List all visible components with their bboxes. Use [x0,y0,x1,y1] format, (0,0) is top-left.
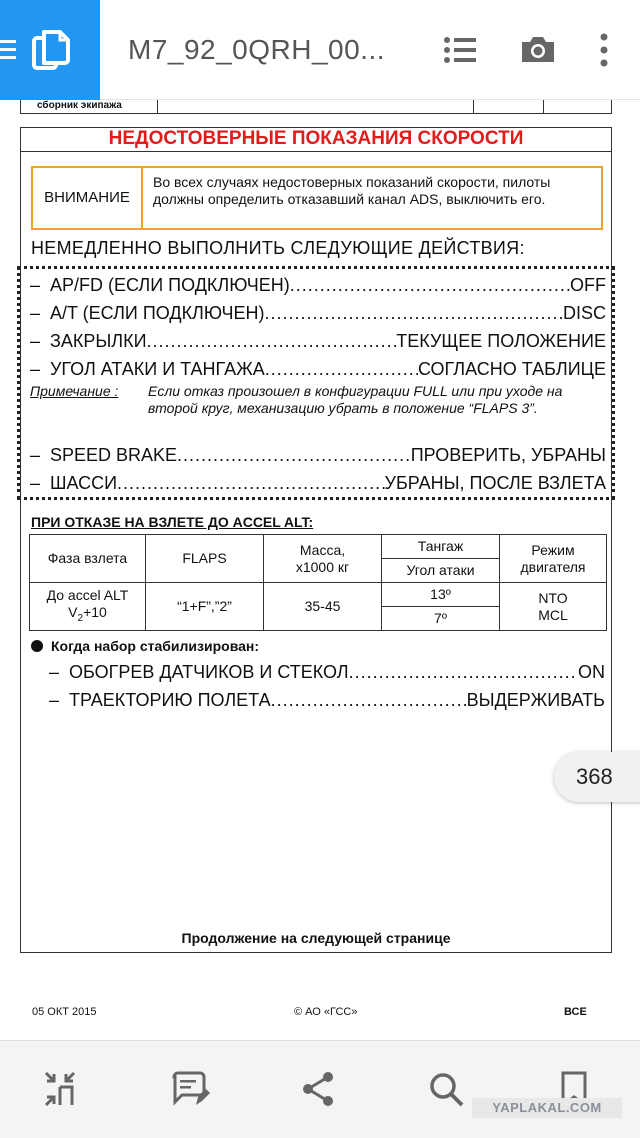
leader-dots [290,273,570,297]
continued-note: Продолжение на следующей странице [181,930,451,946]
th-aoa: Угол атаки [382,559,500,583]
takeoff-table [29,534,607,631]
action-row: – SPEED BRAKE ..... ПРОВЕРИТЬ, УБРАНЫ [30,443,606,467]
divider [157,100,158,114]
more-vert-icon[interactable] [582,28,626,72]
leader-dots [349,660,578,684]
leader-dots [264,301,563,325]
menu-button[interactable] [0,0,100,100]
th-flaps: FLAPS [146,535,264,583]
action-label: A/T (ЕСЛИ ПОДКЛЮЧЕН) [50,303,265,323]
cell-pitch: 13º [382,583,500,607]
list-icon[interactable] [438,28,482,72]
camera-icon[interactable] [516,28,560,72]
action-row: – ЗАКРЫЛКИ ..... ТЕКУЩЕЕ ПОЛОЖЕНИЕ [30,329,606,353]
cell-mass: 35-45 [264,583,382,631]
action-value: СОГЛАСНО ТАБЛИЦЕ [417,359,606,379]
action-label: ЗАКРЫЛКИ [50,331,147,351]
document-title: M7_92_0QRH_00... [128,34,386,65]
action-row: – ОБОГРЕВ ДАТЧИКОВ И СТЕКОЛ ..... ON [49,660,605,684]
cell-flaps: “1+F”,”2” [146,583,264,631]
note-label: Примечание : [30,383,119,399]
immediate-actions-heading: НЕМЕДЛЕННО ВЫПОЛНИТЬ СЛЕДУЮЩИЕ ДЕЙСТВИЯ: [31,238,525,258]
action-value: DISC [562,303,606,323]
action-value: УБРАНЫ, ПОСЛЕ ВЗЛЕТА [384,473,606,493]
cell-engine: NTO MCL [500,583,607,631]
note [30,383,606,437]
action-row: – AP/FD (ЕСЛИ ПОДКЛЮЧЕН) ..... OFF [30,273,606,297]
note-text: Если отказ произошел в конфигурации FULL или при уходе на второй круг, механизацию убрать в положение “FLAPS 3”. [148,383,563,416]
cell-phase: До accel ALT $V_2+10$ [30,583,146,631]
action-label: УГОЛ АТАКИ И ТАНГАЖА [50,359,265,379]
leader-dots [117,471,385,495]
action-label: AP/FD (ЕСЛИ ПОДКЛЮЧЕН) [50,275,290,295]
action-row: – УГОЛ АТАКИ И ТАНГАЖА ..... СОГЛАСНО ТАБЛИЦЕ [30,357,606,381]
crew-collection-label: сборник экипажа [37,100,122,111]
action-row: – A/T (ЕСЛИ ПОДКЛЮЧЕН) ..... DISC [30,301,606,325]
page-footer [0,1006,640,1022]
warning-text: Во всех случаях недостоверных показаний скорости, пилоты должны определить отказавший канал ADS, выключить его. [153,174,551,207]
action-label: ШАССИ [50,473,118,493]
leader-dots [271,688,467,712]
th-phase: Фаза взлета [30,535,146,583]
memory-items-box [17,266,615,500]
leader-dots [265,357,418,381]
leader-dots [177,443,411,467]
divider [543,100,544,114]
th-engine: Режим двигателя [500,535,607,583]
action-row: – ТРАЕКТОРИЮ ПОЛЕТА ..... ВЫДЕРЖИВАТЬ [49,688,605,712]
document-icon [32,30,70,72]
action-label: SPEED BRAKE [50,445,178,465]
fit-page-icon[interactable] [40,1069,80,1109]
search-icon[interactable] [426,1069,466,1109]
action-value: ВЫДЕРЖИВАТЬ [466,690,605,710]
bullet-icon [31,640,43,652]
share-icon[interactable] [298,1069,338,1109]
action-label: ТРАЕКТОРИЮ ПОЛЕТА [69,690,271,710]
th-pitch: Тангаж [382,535,500,559]
footer-applicability: ВСЕ [564,1006,587,1018]
page-number-badge[interactable]: 368 [554,752,640,802]
action-row: – ШАССИ ..... УБРАНЫ, ПОСЛЕ ВЗЛЕТА [30,471,606,495]
action-value: ПРОВЕРИТЬ, УБРАНЫ [410,445,606,465]
divider [473,100,474,114]
watermark: YAPLAKAL.COM [472,1098,622,1118]
bottom-toolbar [0,1040,640,1138]
footer-date: 05 ОКТ 2015 [32,1006,97,1018]
stabilized-heading: Когда набор стабилизирован: [31,638,259,654]
comment-icon[interactable] [170,1069,210,1109]
footer-copyright: © АО «ГСС» [294,1006,358,1018]
page-title: НЕДОСТОВЕРНЫЕ ПОКАЗАНИЯ СКОРОСТИ [21,128,611,152]
action-value: ТЕКУЩЕЕ ПОЛОЖЕНИЕ [396,331,606,351]
document-page [20,127,612,953]
leader-dots [147,329,397,353]
action-label: ОБОГРЕВ ДАТЧИКОВ И СТЕКОЛ [69,662,349,682]
th-mass: Масса, х1000 кг [264,535,382,583]
menu-icon [0,40,16,60]
action-value: ON [578,662,605,682]
warning-box [31,166,603,230]
warning-label: ВНИМАНИЕ [33,168,143,228]
action-value: OFF [570,275,606,295]
header-strip [20,100,612,114]
top-toolbar [0,0,640,100]
takeoff-failure-heading: ПРИ ОТКАЗЕ НА ВЗЛЕТЕ ДО ACCEL ALT: [31,514,314,530]
cell-aoa: 7º [382,607,500,631]
